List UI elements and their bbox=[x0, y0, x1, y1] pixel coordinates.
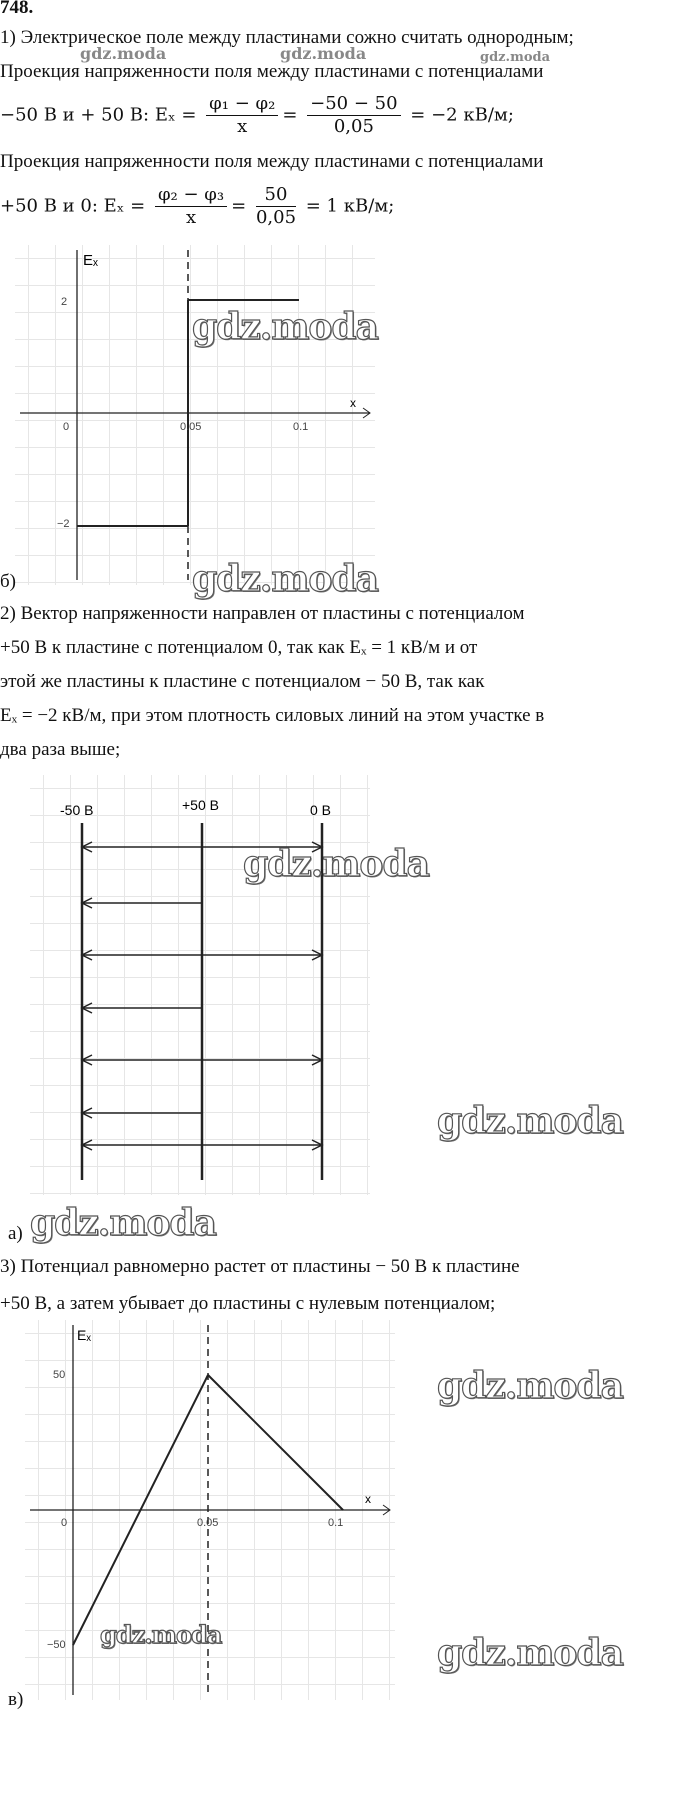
eq1-fraction-1 bbox=[206, 93, 278, 138]
label-a: а) bbox=[8, 1223, 23, 1244]
watermark-small-2: gdz.moda bbox=[280, 44, 367, 63]
watermark-5: gdz.moda bbox=[30, 1202, 216, 1244]
eq1-den2: 0,05 bbox=[333, 116, 374, 137]
chart-field-b bbox=[15, 245, 375, 585]
text-line-2: Проекция напряженности поля между пластинами с потенциалами bbox=[0, 61, 544, 82]
eq2-prefix: +50 В и 0: bbox=[0, 195, 98, 217]
equation-1: −50 В и + 50 В: Eₓ = $\frac{\text{φ₁ − φ₂}}{x}$ = $\frac{-50 - 50}{0,05}$ = −2 кВ/м; bbox=[0, 93, 514, 137]
para2-line-1: 2) Вектор напряженности направлен от пластины с потенциалом bbox=[0, 603, 525, 624]
label-b: б) bbox=[0, 571, 16, 592]
watermark-7: gdz.moda bbox=[100, 1620, 222, 1649]
chart1-ytick-2: 2 bbox=[61, 296, 68, 308]
para3-line-2: +50 В, а затем убывает до пластины с нулевым потенциалом; bbox=[0, 1293, 496, 1314]
watermark-3: gdz.moda bbox=[243, 843, 429, 885]
watermark-small-1: gdz.moda bbox=[80, 44, 167, 63]
chart1-grid bbox=[15, 245, 375, 585]
eq1-result: = −2 кВ/м; bbox=[410, 104, 514, 126]
eq1-num1: φ₁ − φ₂ bbox=[206, 93, 278, 116]
eq2-den1: x bbox=[185, 207, 197, 228]
chart1-xtick-0: 0 bbox=[63, 421, 70, 433]
watermark-small-3: gdz.moda bbox=[480, 50, 551, 65]
plate-label-zero: 0 В bbox=[310, 802, 332, 818]
text-line-1: 1) Электрическое поле между пластинами сожно считать однородным; bbox=[0, 27, 574, 48]
problem-number: 748. bbox=[0, 0, 34, 18]
plate-label-plus50: +50 В bbox=[182, 797, 219, 813]
chart1-xlabel: x bbox=[350, 396, 356, 410]
chart3-ytick-neg50: −50 bbox=[47, 1639, 66, 1651]
para3-line-1: 3) Потенциал равномерно растет от пластины − 50 В к пластине bbox=[0, 1256, 520, 1277]
eq2-lhs: Eₓ = bbox=[103, 195, 146, 217]
eq1-fraction-2 bbox=[307, 93, 400, 138]
chart1-xtick-2: 0.1 bbox=[293, 421, 309, 433]
para2-line-4: Eₓ = −2 кВ/м, при этом плотность силовых линий на этом участке в bbox=[0, 705, 545, 726]
eq2-num1: φ₂ − φ₃ bbox=[155, 184, 227, 207]
eq1-den1: x bbox=[237, 116, 248, 137]
watermark-6: gdz.moda bbox=[437, 1365, 623, 1407]
eq1-num2: −50 − 50 bbox=[307, 93, 400, 116]
eq2-fraction-2 bbox=[256, 184, 296, 229]
chart1-ytick-neg2: −2 bbox=[57, 518, 70, 530]
eq2-num2: 50 bbox=[256, 184, 296, 207]
eq1-prefix: −50 В и + 50 В: bbox=[0, 104, 150, 126]
label-v: в) bbox=[8, 1689, 24, 1710]
chart3-xlabel: x bbox=[365, 1492, 371, 1506]
eq2-den2: 0,05 bbox=[255, 207, 297, 228]
chart3-series-segment bbox=[208, 1375, 343, 1510]
chart3-xtick-0: 0 bbox=[61, 1517, 68, 1529]
watermark-4: gdz.moda bbox=[437, 1100, 623, 1142]
para2-line-2: +50 В к пластине с потенциалом 0, так как Eₓ = 1 кВ/м и от bbox=[0, 637, 478, 658]
watermark-2: gdz.moda bbox=[192, 558, 378, 600]
watermark-8: gdz.moda bbox=[437, 1632, 623, 1674]
text-line-4: Проекция напряженности поля между пластинами с потенциалами bbox=[0, 151, 544, 172]
chart3-xtick-2: 0.1 bbox=[328, 1517, 344, 1529]
chart1-xtick-1: 0.05 bbox=[180, 421, 202, 433]
equation-2: +50 В и 0: Eₓ = $\frac{\text{φ₂ − φ₃}}{x}$ = $\frac{50}{0,05}$ = 1 кВ/м; bbox=[0, 184, 395, 228]
eq2-result: = 1 кВ/м; bbox=[305, 195, 395, 217]
para2-line-3: этой же пластины к пластине с потенциалом − 50 В, так как bbox=[0, 671, 485, 692]
chart3-ylabel: Eₓ bbox=[77, 1327, 91, 1343]
para2-line-5: два раза выше; bbox=[0, 739, 121, 760]
chart3-ytick-50: 50 bbox=[53, 1369, 66, 1381]
chart3-xtick-1: 0.05 bbox=[197, 1517, 219, 1529]
watermark-1: gdz.moda bbox=[192, 306, 378, 348]
plate-label-minus50: -50 В bbox=[60, 802, 94, 818]
eq1-lhs: Eₓ = bbox=[154, 104, 197, 126]
eq2-fraction-1 bbox=[155, 184, 227, 229]
chart1-ylabel: Eₓ bbox=[83, 252, 98, 269]
